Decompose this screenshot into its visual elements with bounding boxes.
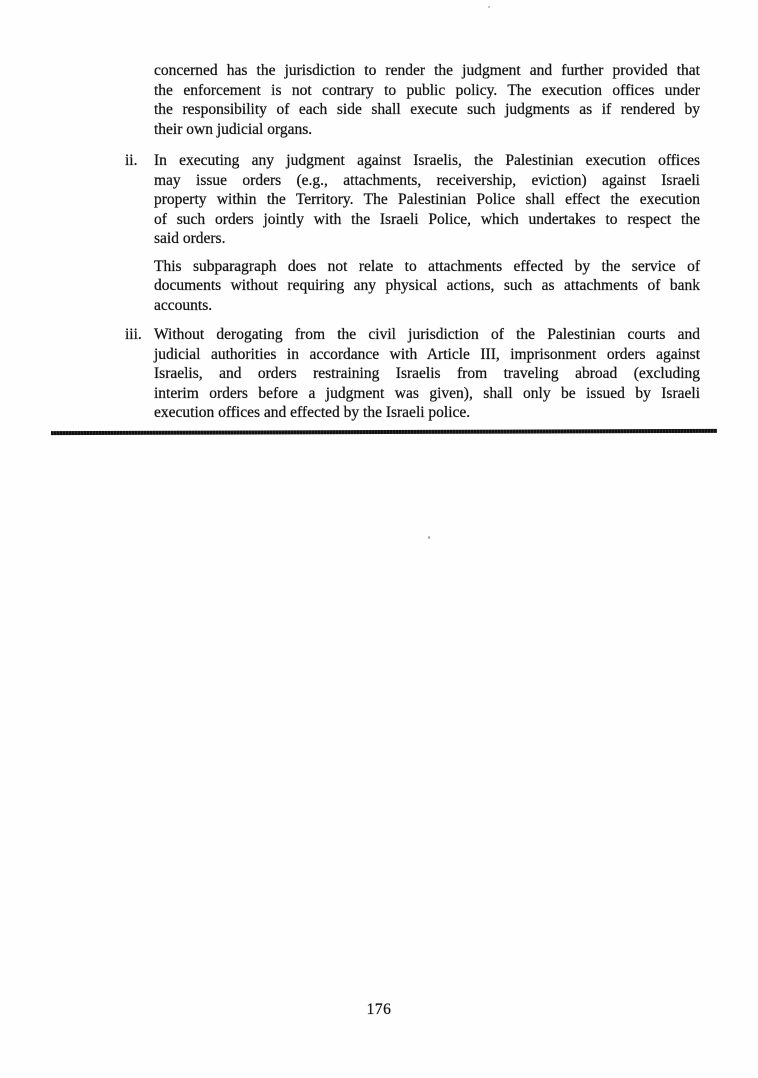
paragraph-text	[154, 151, 700, 249]
page-number: 176	[366, 1001, 392, 1018]
page-body	[125, 61, 700, 423]
text-line: the enforcement is not contrary to public policy. The execution offices under	[154, 81, 700, 99]
list-marker-ii: ii.	[125, 152, 138, 169]
text-line: In executing any judgment against Israelis, the Palestinian execution offices	[154, 152, 700, 169]
text-line: of such orders jointly with the Israeli Police, which undertakes to respect the	[154, 210, 700, 228]
scan-artifact-speck	[488, 6, 490, 8]
paragraph-text	[154, 61, 700, 139]
text-line: accounts.	[154, 296, 213, 314]
text-line: their own judicial organs.	[154, 120, 313, 138]
paragraph-continuation	[154, 61, 700, 139]
text-line: said orders.	[154, 230, 226, 247]
text-line: property within the Territory. The Palestinian Police shall effect the execution	[154, 191, 700, 208]
list-item-ii	[125, 151, 700, 249]
text-line: Israelis, and orders restraining Israelis from traveling abroad (excluding	[154, 365, 700, 382]
text-line: may issue orders (e.g., attachments, receivership, eviction) against Israeli	[154, 171, 700, 189]
list-marker-iii: iii.	[125, 326, 142, 343]
text-line: judicial authorities in accordance with Article III, imprisonment orders against	[154, 345, 700, 363]
paragraph-text	[154, 257, 700, 316]
text-line: the responsibility of each side shall execute such judgments as if rendered by	[154, 101, 700, 118]
text-line: concerned has the jurisdiction to render the judgment and further provided that	[154, 62, 700, 79]
subparagraph-note	[154, 257, 700, 316]
paragraph-text	[154, 325, 700, 423]
text-line: Without derogating from the civil jurisdiction of the Palestinian courts and	[154, 326, 700, 343]
scan-artifact-speck	[428, 536, 430, 539]
horizontal-rule	[51, 429, 717, 435]
text-line: execution offices and effected by the Israeli police.	[154, 404, 471, 421]
list-item-iii	[125, 325, 700, 423]
text-line: documents without requiring any physical actions, such as attachments of bank	[154, 277, 700, 294]
text-line: interim orders before a judgment was given), shall only be issued by Israeli	[154, 384, 700, 402]
text-line: This subparagraph does not relate to attachments effected by the service of	[154, 257, 700, 275]
